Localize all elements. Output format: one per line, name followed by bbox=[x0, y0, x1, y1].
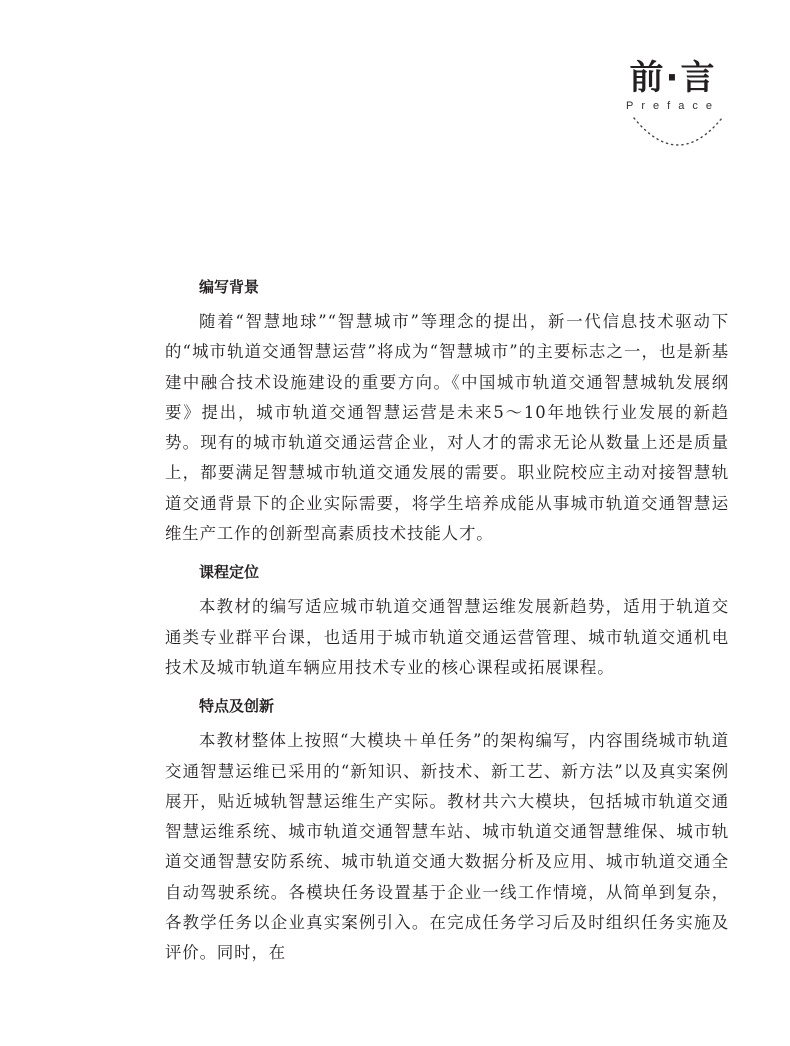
dotted-arc-ornament bbox=[632, 116, 724, 160]
section-heading: 特点及创新 bbox=[199, 697, 275, 716]
page-header bbox=[618, 58, 728, 158]
section-paragraph: 本教材整体上按照“大模块＋单任务”的架构编写，内容围绕城市轨道交通智慧运维已采用的“新知识、新技术、新工艺、新方法”以及真实案例展开，贴近城轨智慧运维生产实际。教材共六大模块，包括城市轨道交通智慧运维系统、城市轨道交通智慧车站、城市轨道交通智慧维保、城市轨道交通智慧安防系统、城市轨道交通大数据分析及应用、城市轨道交通全自动驾驶系统。各模块任务设置基于企业一线工作情境，从简单到复杂，各教学任务以企业真实案例引入。在完成任务学习后及时组织任务实施及评价。同时，在 bbox=[165, 731, 729, 963]
page-title: 前·言 bbox=[629, 58, 717, 98]
section-heading: 编写背景 bbox=[199, 278, 260, 296]
section-heading: 课程定位 bbox=[199, 563, 260, 582]
section-background bbox=[165, 270, 729, 549]
section-paragraph: 本教材的编写适应城市轨道交通智慧运维发展新趋势，适用于轨道交通类专业群平台课，也适用于城市轨道交通运营管理、城市轨道交通机电技术及城市轨道车辆应用技术专业的核心课程或拓展课程。 bbox=[165, 597, 729, 677]
section-positioning bbox=[165, 555, 729, 683]
section-features bbox=[165, 689, 729, 968]
page-subtitle: Preface bbox=[626, 100, 720, 112]
section-paragraph: 随着“智慧地球”“智慧城市”等理念的提出，新一代信息技术驱动下的“城市轨道交通智慧运营”将成为“智慧城市”的主要标志之一，也是新基建中融合技术设施建设的重要方向。《中国城市轨道交通智慧城轨发展纲要》提出，城市轨道交通智慧运营是未来5～10年地铁行业发展的新趋势。现有的城市轨道交通运营企业，对人才的需求无论从数量上还是质量上，都要满足智慧城市轨道交通发展的需要。职业院校应主动对接智慧轨道交通背景下的企业实际需要，将学生培养成能从事城市轨道交通智慧运维生产工作的创新型高素质技术技能人才。 bbox=[165, 312, 729, 544]
main-content bbox=[165, 270, 729, 969]
